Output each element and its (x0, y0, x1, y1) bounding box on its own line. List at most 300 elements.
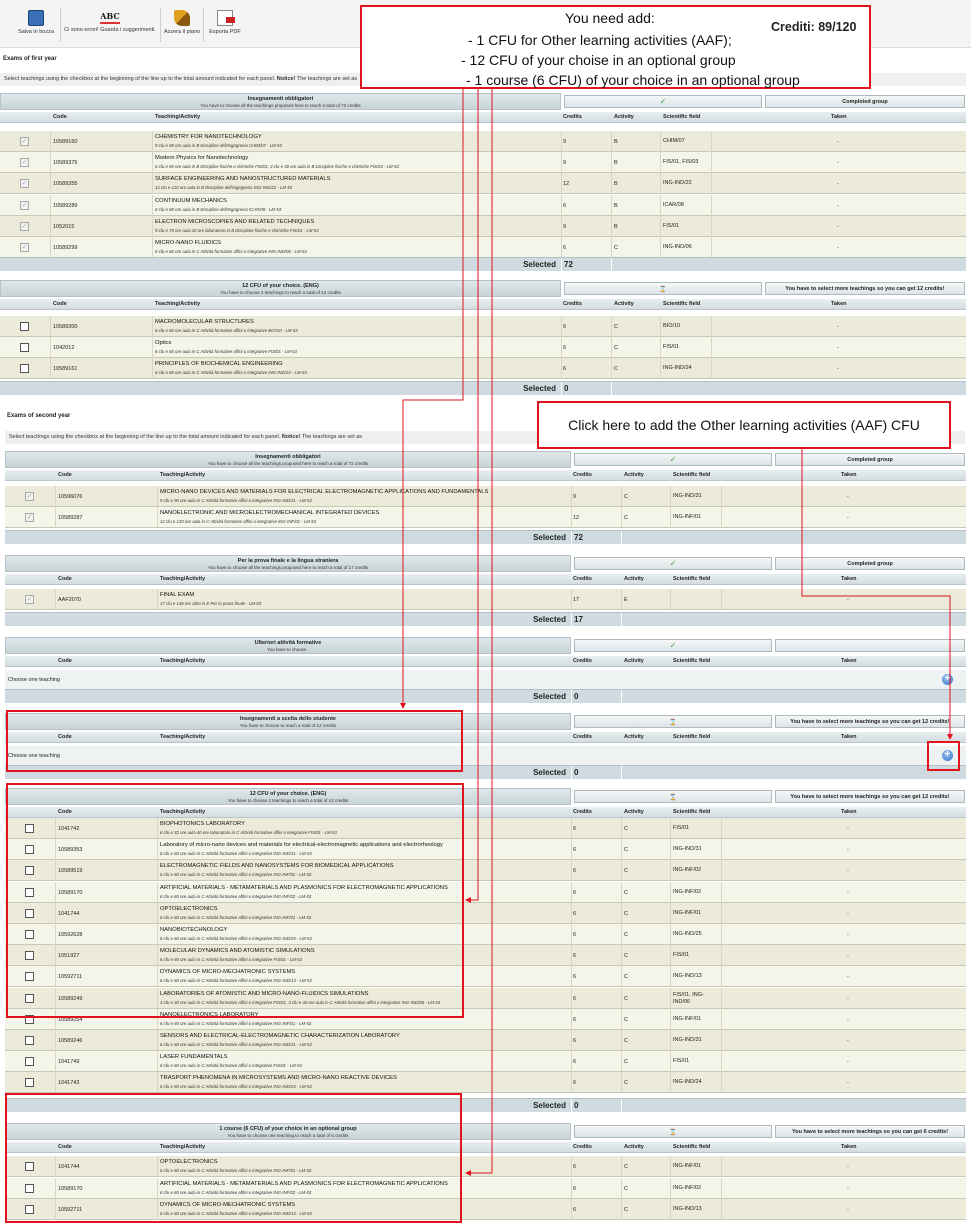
teaching-field: FIS/01, ING-IND/06 (673, 991, 704, 1005)
selected-credits-value: 72 (574, 533, 583, 542)
teaching-taken: - (847, 910, 849, 917)
teaching-name: NANOELECTRONICS LABORATORY (160, 1012, 259, 1018)
teaching-credits: 6 (573, 825, 577, 832)
selected-credits-value: 72 (564, 260, 573, 269)
teaching-taken: - (847, 1163, 849, 1170)
teaching-field: FIS/01 (663, 223, 680, 229)
teaching-name: MICRO-NANO FLUIDICS (155, 240, 222, 246)
teaching-name: OPTOELECTRONICS (160, 1159, 218, 1165)
panel-status-message: You have to select more teachings so you can get 6 credits! (775, 1125, 965, 1138)
teaching-taken: - (847, 973, 849, 980)
checked-checkbox[interactable]: ✓ (26, 514, 33, 521)
teaching-details: 6 cfu e 60 ore aula in C Attività formative affini o integrative ING-IND/06 - LM-53 (155, 249, 307, 254)
column-credits: Credits (573, 472, 592, 478)
teaching-taken: - (847, 493, 849, 500)
column-credits: Credits (573, 658, 592, 664)
teaching-details: 6 cfu e 60 ore aula in B Discipline dell'Ingegneria ICAR/08 - LM-53 (155, 207, 282, 212)
column-code: Code (53, 114, 67, 120)
teaching-credits: 6 (573, 1079, 577, 1086)
teaching-credits: 9 (573, 493, 577, 500)
panel-subtitle: You have to choose to reach a total of 12 credits (239, 723, 337, 728)
teaching-name: PRINCIPLES OF BIOCHEMICAL ENGINEERING (155, 361, 283, 367)
teaching-taken: - (837, 138, 839, 145)
instructions-heading: You need add: (565, 10, 655, 26)
teaching-details: 6 cfu e 60 ore aula in B Discipline fisiche e chimiche FIS/01, 3 cfu e 30 ore aula in B Discipline fisiche e chimiche FIS/03 - LM-53 (155, 164, 399, 169)
teaching-activity: C (614, 344, 618, 351)
teaching-details: 6 cfu e 60 ore aula in C Attività formative affini o integrative FIS/01 - LM-53 (160, 957, 302, 962)
teaching-name: NANOBIOTECHNOLOGY (160, 927, 228, 933)
teaching-taken: - (847, 1016, 849, 1023)
teaching-code: 1041749 (58, 1058, 80, 1065)
selected-label: Selected (533, 1101, 566, 1110)
add-aaf-callout: Click here to add the Other learning activities (AAF) CFU (537, 401, 951, 449)
panel-status-message: Completed group (775, 557, 965, 570)
teaching-field: ING-INF/02 (673, 889, 702, 895)
teaching-code: 10589246 (58, 1037, 83, 1044)
column-code: Code (58, 1144, 72, 1150)
selected-credits-value: 0 (574, 1101, 579, 1110)
column-field: Scientific field (663, 301, 701, 307)
teaching-activity: C (624, 1079, 628, 1086)
column-code: Code (58, 658, 72, 664)
checked-checkbox[interactable]: ✓ (21, 244, 28, 251)
column-taken: Taken (841, 1144, 857, 1150)
teaching-name: FINAL EXAM (160, 592, 195, 598)
teaching-taken: - (837, 244, 839, 251)
teaching-name: CHEMISTRY FOR NANOTECHNOLOGY (155, 134, 262, 140)
teaching-credits: 6 (563, 365, 567, 372)
teaching-details: 6 cfu e 60 ore aula in C Attività formative affini o integrative ING-INF/01 - LM-53 (160, 915, 312, 920)
teaching-credits: 6 (563, 244, 567, 251)
column-teaching: Teaching/Activity (155, 114, 201, 120)
teaching-credits: 17 (573, 596, 580, 603)
teaching-credits: 9 (563, 138, 567, 145)
teaching-credits: 6 (563, 323, 567, 330)
teaching-field: FIS/01, FIS/03 (663, 159, 699, 165)
completed-check-icon: ✓ (574, 453, 772, 466)
teaching-activity: C (624, 1016, 628, 1023)
teaching-taken: - (837, 223, 839, 230)
teaching-details: 12 cfu e 120 ore aula in B Discipline dell'Ingegneria ING-IND/22 - LM-53 (155, 185, 293, 190)
teaching-taken: - (847, 889, 849, 896)
teaching-code: 1052015 (53, 223, 75, 230)
teaching-taken: - (837, 344, 839, 351)
teaching-credits: 6 (573, 889, 577, 896)
teaching-credits: 6 (573, 952, 577, 959)
panel-subtitle: You have to choose . (267, 647, 309, 652)
clear-plan-label: Azzera il piano (163, 29, 201, 35)
teaching-code: 10592628 (58, 931, 83, 938)
column-credits: Credits (573, 1144, 592, 1150)
panel-subtitle: You have to choose all the teachings proposed here to reach a total of 72 credits (207, 461, 369, 466)
teaching-code: 10589299 (53, 244, 78, 251)
column-taken: Taken (841, 576, 857, 582)
teaching-details: 9 cfu e 90 ore aula in B Discipline dell'Ingegneria CHIM/07 - LM-53 (155, 143, 282, 148)
teaching-code: 10589300 (53, 323, 78, 330)
teaching-field: BIO/10 (663, 323, 681, 329)
teaching-code: 1041744 (58, 1163, 80, 1170)
teaching-activity: C (614, 244, 618, 251)
teaching-field: FIS/01 (673, 952, 690, 958)
selected-label: Selected (533, 615, 566, 624)
teaching-name: MOLECULAR DYNAMICS AND ATOMISTIC SIMULATIONS (160, 948, 315, 954)
selected-credits-value: 0 (574, 768, 579, 777)
panel-subtitle: You have to choose 2 teachings to reach a total of 12 credits (220, 290, 341, 295)
teaching-credits: 6 (573, 1185, 577, 1192)
column-taken: Taken (831, 301, 847, 307)
column-activity: Activity (614, 301, 634, 307)
choose-one-teaching: Choose one teaching (5, 670, 966, 690)
checked-checkbox[interactable]: ✓ (21, 202, 28, 209)
column-field: Scientific field (673, 734, 711, 740)
teaching-activity: C (624, 952, 628, 959)
teaching-field: ING-IND/31 (673, 1037, 702, 1043)
teaching-code: 10589160 (53, 138, 78, 145)
teaching-credits: 6 (573, 1163, 577, 1170)
teaching-credits: 12 (563, 180, 570, 187)
teaching-details: 6 cfu e 60 ore aula in C Attività formative affini o integrative ING-IND/24 - LM-53 (160, 1084, 312, 1089)
panel-subtitle: You have to choose one teaching to reach a total of 6 credits (227, 1133, 349, 1138)
teaching-field: ICAR/08 (663, 202, 684, 208)
column-teaching: Teaching/Activity (160, 658, 206, 664)
teaching-taken: - (847, 1037, 849, 1044)
checked-checkbox[interactable]: ✓ (26, 493, 33, 500)
choose-one-teaching: Choose one teaching (5, 746, 966, 766)
teaching-activity: C (624, 1206, 628, 1213)
panel-status-message: You have to select more teachings so you can get 12 credits! (775, 790, 965, 803)
teaching-activity: C (624, 825, 628, 832)
teaching-credits: 6 (573, 867, 577, 874)
teaching-taken: - (847, 1079, 849, 1086)
teaching-field: ING-INF/02 (673, 867, 702, 873)
credits-counter: Crediti: 89/120 (771, 20, 857, 34)
teaching-activity: C (624, 973, 628, 980)
suggestions-label: Ci sono errori! Guarda i suggerimenti. (64, 27, 156, 33)
column-credits: Credits (573, 576, 592, 582)
column-taken: Taken (841, 472, 857, 478)
column-teaching: Teaching/Activity (160, 734, 206, 740)
teaching-activity: E (624, 596, 628, 603)
teaching-taken: - (847, 596, 849, 603)
teaching-name: CONTINUUM MECHANICS (155, 198, 227, 204)
teaching-details: 17 cfu e 136 ore altro in E Per la prova finale - LM-53 (160, 601, 262, 606)
teaching-credits: 6 (573, 846, 577, 853)
first-year-title: Exams of first year (3, 56, 57, 62)
selected-label: Selected (523, 260, 556, 269)
column-field: Scientific field (673, 576, 711, 582)
teaching-activity: C (624, 1037, 628, 1044)
teaching-activity: C (614, 365, 618, 372)
teaching-activity: B (614, 180, 618, 187)
teaching-credits: 12 (573, 514, 580, 521)
teaching-activity: C (624, 867, 628, 874)
teaching-activity: B (614, 223, 618, 230)
selected-credits-value: 17 (574, 615, 583, 624)
add-teaching-plus-icon[interactable]: + (942, 674, 953, 685)
panel-subtitle: You have to choose all the teachings proposed here to reach a total of 72 credits (200, 103, 361, 108)
column-teaching: Teaching/Activity (160, 576, 206, 582)
first-year-note: Select teachings using the checkbox at the beginning of the line up to the total amount indicated for each panel. Notice! The teachings are set as (0, 73, 966, 86)
column-credits: Credits (573, 809, 592, 815)
column-code: Code (53, 301, 67, 307)
teaching-credits: 6 (573, 1016, 577, 1023)
column-activity: Activity (624, 472, 644, 478)
teaching-credits: 9 (563, 223, 567, 230)
column-taken: Taken (841, 734, 857, 740)
teaching-code: 1042012 (53, 344, 75, 351)
teaching-details: 6 cfu e 60 ore aula in C Attività formative affini o integrative ING-INF/01 - LM-53 (160, 1021, 312, 1026)
column-credits: Credits (563, 114, 582, 120)
column-taken: Taken (841, 658, 857, 664)
panel-status-message: You have to select more teachings so you can get 12 credits! (765, 282, 965, 295)
teaching-field: ING-IND/25 (673, 931, 702, 937)
teaching-activity: C (624, 931, 628, 938)
panel-subtitle: You have to choose 2 teachings to reach a total of 12 credits (227, 798, 349, 803)
teaching-name: Modern Physics for Nanotechnology (155, 155, 249, 161)
teaching-code: 1051927 (58, 952, 80, 959)
column-field: Scientific field (673, 809, 711, 815)
teaching-credits: 6 (573, 1206, 577, 1213)
teaching-activity: C (624, 493, 628, 500)
second-year-title: Exams of second year (7, 413, 71, 419)
teaching-name: LABORATORIES OF ATOMISTIC AND MICRO-NANO-FLUIDICS SIMULATIONS (160, 991, 369, 997)
teaching-activity: C (624, 846, 628, 853)
teaching-credits: 6 (573, 931, 577, 938)
column-code: Code (58, 576, 72, 582)
checked-checkbox[interactable]: ✓ (21, 223, 28, 230)
teaching-field: ING-INF/01 (673, 1016, 702, 1022)
panel-subtitle: You have to choose all the teachings proposed here to reach a total of 17 credits (207, 565, 369, 570)
teaching-taken: - (847, 931, 849, 938)
teaching-taken: - (837, 202, 839, 209)
pending-hourglass-icon: ⌛ (574, 790, 772, 803)
teaching-credits: 6 (573, 1058, 577, 1065)
second-year-note: Select teachings using the checkbox at the beginning of the line up to the total amount indicated for each panel. Notice! The teachings are set as (5, 431, 965, 444)
teaching-activity: C (624, 995, 628, 1002)
teaching-name: BIOPHOTONICS LABORATORY (160, 821, 245, 827)
instructions-line-2: - 12 CFU of your choise in an optional group (461, 52, 736, 68)
teaching-details: 6 cfu e 60 ore aula in C Attività formative affini o integrative ING-INF/02 - LM-53 (160, 872, 312, 877)
teaching-credits: 6 (563, 202, 567, 209)
teaching-name: ELECTRON MICROSCOPIES AND RELATED TECHNIQUES (155, 219, 315, 225)
spellcheck-icon: ABC (100, 10, 120, 24)
column-activity: Activity (624, 809, 644, 815)
teaching-activity: B (614, 138, 618, 145)
teaching-name: ARTIFICIAL MATERIALS - METAMATERIALS AND PLASMONICS FOR ELECTROMAGNETIC APPLICATIONS (160, 885, 448, 891)
teaching-field: ING-INF/02 (673, 1185, 702, 1191)
checked-checkbox[interactable]: ✓ (21, 180, 28, 187)
panel-title: Insegnamenti a scelta dello studente (240, 716, 336, 722)
teaching-taken: - (847, 1185, 849, 1192)
teaching-name: SURFACE ENGINEERING AND NANOSTRUCTURED MATERIALS (155, 176, 331, 182)
completed-check-icon: ✓ (564, 95, 762, 108)
teaching-details: 9 cfu e 70 ore aula 20 ore laboratorio in B Discipline fisiche e chimiche FIS/01 - LM-53 (155, 228, 319, 233)
teaching-name: NANOELECTRONIC AND MICROELECTROMECHANICAL INTEGRATED DEVICES (160, 510, 380, 516)
teaching-field: ING-IND/13 (673, 973, 702, 979)
panel-title: 1 course (6 CFU) of your choice in an optional group (219, 1126, 357, 1132)
teaching-code: 10596076 (58, 493, 83, 500)
teaching-field: FIS/01 (663, 344, 680, 350)
teaching-code: 10589287 (58, 514, 83, 521)
pending-hourglass-icon: ⌛ (574, 1125, 772, 1138)
selected-label: Selected (533, 533, 566, 542)
teaching-code: 10589519 (58, 867, 83, 874)
column-taken: Taken (831, 114, 847, 120)
column-field: Scientific field (663, 114, 701, 120)
column-teaching: Teaching/Activity (155, 301, 201, 307)
teaching-taken: - (847, 1058, 849, 1065)
teaching-activity: C (624, 1163, 628, 1170)
teaching-name: LASER FUNDAMENTALS (160, 1054, 228, 1060)
teaching-field: FIS/01 (673, 1058, 690, 1064)
teaching-taken: - (837, 159, 839, 166)
column-teaching: Teaching/Activity (160, 809, 206, 815)
save-draft-label: Salva in bozza (18, 29, 54, 35)
column-activity: Activity (624, 658, 644, 664)
teaching-name: Laboratory of micro-nano devices and materials for electrical-electromagnetic applications and electrorheology (160, 842, 443, 848)
teaching-field: ING-INF/01 (673, 910, 702, 916)
teaching-taken: - (847, 825, 849, 832)
teaching-details: 6 cfu e 60 ore aula in C Attività formative affini o integrative ING-IND/25 - LM-53 (160, 936, 312, 941)
teaching-code: 10589249 (58, 995, 83, 1002)
teaching-details: 3 cfu e 30 ore aula in C Attività formative affini o integrative FIS/01, 3 cfu e 30 ore aula in C Attività formative affini o integrative ING-IND/06 - LM-53 (160, 1000, 441, 1005)
panel-status-message: Completed group (765, 95, 965, 108)
column-code: Code (58, 472, 72, 478)
teaching-details: 6 cfu e 60 ore aula in C Attività formative affini o integrative ING-IND/13 - LM-53 (160, 978, 312, 983)
teaching-details: 6 cfu e 60 ore aula in C Attività formative affini o integrative BIO/10 - LM-53 (155, 328, 298, 333)
teaching-activity: C (624, 910, 628, 917)
teaching-details: 6 cfu e 60 ore aula in C Attività formative affini o integrative ING-IND/13 - LM-53 (160, 1211, 312, 1216)
teaching-name: TRASPORT PHENOMENA IN MICROSYSTEMS AND MICRO-NANO REACTIVE DEVICES (160, 1075, 397, 1081)
column-credits: Credits (563, 301, 582, 307)
column-field: Scientific field (673, 1144, 711, 1150)
teaching-name: SENSORS AND ELECTRICAL-ELECTROMAGNETIC CHARACTERIZATION LABORATORY (160, 1033, 400, 1039)
teaching-credits: 6 (573, 973, 577, 980)
completed-check-icon: ✓ (574, 639, 772, 652)
teaching-field: ING-INF/01 (673, 1163, 702, 1169)
teaching-taken: - (837, 180, 839, 187)
instructions-line-1: - 1 CFU for Other learning activities (AAF); (468, 32, 732, 48)
teaching-code: AAF2070 (58, 596, 81, 603)
checked-checkbox[interactable]: ✓ (21, 159, 28, 166)
teaching-taken: - (847, 1206, 849, 1213)
teaching-credits: 6 (573, 910, 577, 917)
column-teaching: Teaching/Activity (160, 1144, 206, 1150)
teaching-field: ING-IND/24 (663, 365, 692, 371)
selected-label: Selected (533, 768, 566, 777)
teaching-code: 1041743 (58, 1079, 80, 1086)
teaching-activity: B (614, 159, 618, 166)
teaching-credits: 6 (563, 344, 567, 351)
teaching-field: FIS/01 (673, 825, 690, 831)
teaching-activity: C (624, 514, 628, 521)
export-pdf-label: Esporta PDF (209, 29, 241, 35)
teaching-details: 6 cfu e 60 ore aula in C Attività formative affini o integrative ING-IND/31 - LM-53 (160, 1042, 312, 1047)
teaching-code: 10589355 (53, 180, 78, 187)
teaching-name: Optics (155, 340, 172, 346)
teaching-credits: 6 (573, 995, 577, 1002)
teaching-field: ING-IND/13 (673, 1206, 702, 1212)
teaching-code: 10589161 (53, 365, 78, 372)
teaching-field: ING-IND/24 (673, 1079, 702, 1085)
teaching-taken: - (837, 365, 839, 372)
column-field: Scientific field (673, 472, 711, 478)
completed-check-icon: ✓ (574, 557, 772, 570)
teaching-code: 10589254 (58, 1016, 83, 1023)
teaching-taken: - (847, 846, 849, 853)
column-field: Scientific field (673, 658, 711, 664)
column-credits: Credits (573, 734, 592, 740)
selected-label: Selected (523, 384, 556, 393)
pending-hourglass-icon: ⌛ (574, 715, 772, 728)
teaching-name: ELECTROMAGNETIC FIELDS AND NANOSYSTEMS FOR BIOMEDICAL APPLICATIONS (160, 863, 394, 869)
panel-title: Ulteriori attività formative (254, 640, 322, 646)
checked-checkbox[interactable]: ✓ (21, 138, 28, 145)
panel-status-message: You have to select more teachings so you can get 12 credits! (775, 715, 965, 728)
teaching-taken: - (847, 867, 849, 874)
panel-title: Per la prova finale e la lingua straniera (237, 558, 339, 564)
teaching-field: ING-IND/31 (673, 493, 702, 499)
teaching-code: 10592711 (58, 1206, 83, 1213)
teaching-code: 1041742 (58, 825, 80, 832)
teaching-code: 10589353 (58, 846, 83, 853)
teaching-field: ING-IND/22 (663, 180, 692, 186)
panel-title: 12 CFU of your choice. (ENG) (242, 283, 319, 289)
column-activity: Activity (614, 114, 634, 120)
teaching-name: DYNAMICS OF MICRO-MECHATRONIC SYSTEMS (160, 1202, 296, 1208)
panel-title: Insegnamenti obbligatori (247, 96, 314, 102)
teaching-taken: - (847, 995, 849, 1002)
teaching-field: CHIM/07 (663, 138, 685, 144)
teaching-details: 6 cfu e 60 ore aula in C Attività formative affini o integrative FIS/01 - LM-53 (160, 1063, 302, 1068)
teaching-activity: C (624, 1185, 628, 1192)
teaching-code: 10589375 (53, 159, 78, 166)
teaching-taken: - (847, 514, 849, 521)
selected-label: Selected (533, 692, 566, 701)
teaching-details: 6 cfu e 60 ore aula in C Attività formative affini o integrative ING-INF/02 - LM-53 (160, 894, 312, 899)
teaching-credits: 9 (563, 159, 567, 166)
teaching-name: DYNAMICS OF MICRO-MECHATRONIC SYSTEMS (160, 969, 296, 975)
panel-status-message: Completed group (775, 453, 965, 466)
add-teaching-plus-icon[interactable]: + (942, 750, 953, 761)
teaching-code: 10592711 (58, 973, 83, 980)
teaching-field: ING-INF/01 (673, 514, 702, 520)
panel-title: Insegnamenti obbligatori (255, 454, 321, 460)
column-activity: Activity (624, 734, 644, 740)
teaching-details: 6 cfu e 60 ore aula in C Attività formative affini o integrative ING-INF/01 - LM-53 (160, 1168, 312, 1173)
teaching-taken: - (837, 323, 839, 330)
teaching-details: 6 cfu e 60 ore aula in C Attività formative affini o integrative FIS/01 - LM-53 (155, 349, 297, 354)
instructions-line-3: - 1 course (6 CFU) of your choice in an optional group (466, 72, 800, 88)
teaching-activity: B (614, 202, 618, 209)
teaching-name: ARTIFICIAL MATERIALS - METAMATERIALS AND PLASMONICS FOR ELECTROMAGNETIC APPLICATIONS (160, 1181, 448, 1187)
teaching-activity: C (624, 889, 628, 896)
teaching-code: 10589289 (53, 202, 78, 209)
column-activity: Activity (624, 576, 644, 582)
teaching-details: 6 cfu e 32 ore aula 40 ore laboratorio in C Attività formative affini o integrative FIS/01 - LM-53 (160, 830, 337, 835)
teaching-credits: 6 (573, 1037, 577, 1044)
teaching-name: OPTOELECTRONICS (160, 906, 218, 912)
teaching-activity: C (614, 323, 618, 330)
teaching-code: 1041744 (58, 910, 80, 917)
teaching-code: 10589170 (58, 1185, 83, 1192)
teaching-field: ING-IND/06 (663, 244, 692, 250)
column-taken: Taken (841, 809, 857, 815)
checked-checkbox[interactable]: ✓ (26, 596, 33, 603)
teaching-name: MICRO-NANO DEVICES AND MATERIALS FOR ELECTRICAL ELECTROMAGNETIC APPLICATIONS AND FUNDAMENTALS (160, 489, 489, 495)
pending-hourglass-icon: ⌛ (564, 282, 762, 295)
teaching-name: MACROMOLECULAR STRUCTURES (155, 319, 254, 325)
